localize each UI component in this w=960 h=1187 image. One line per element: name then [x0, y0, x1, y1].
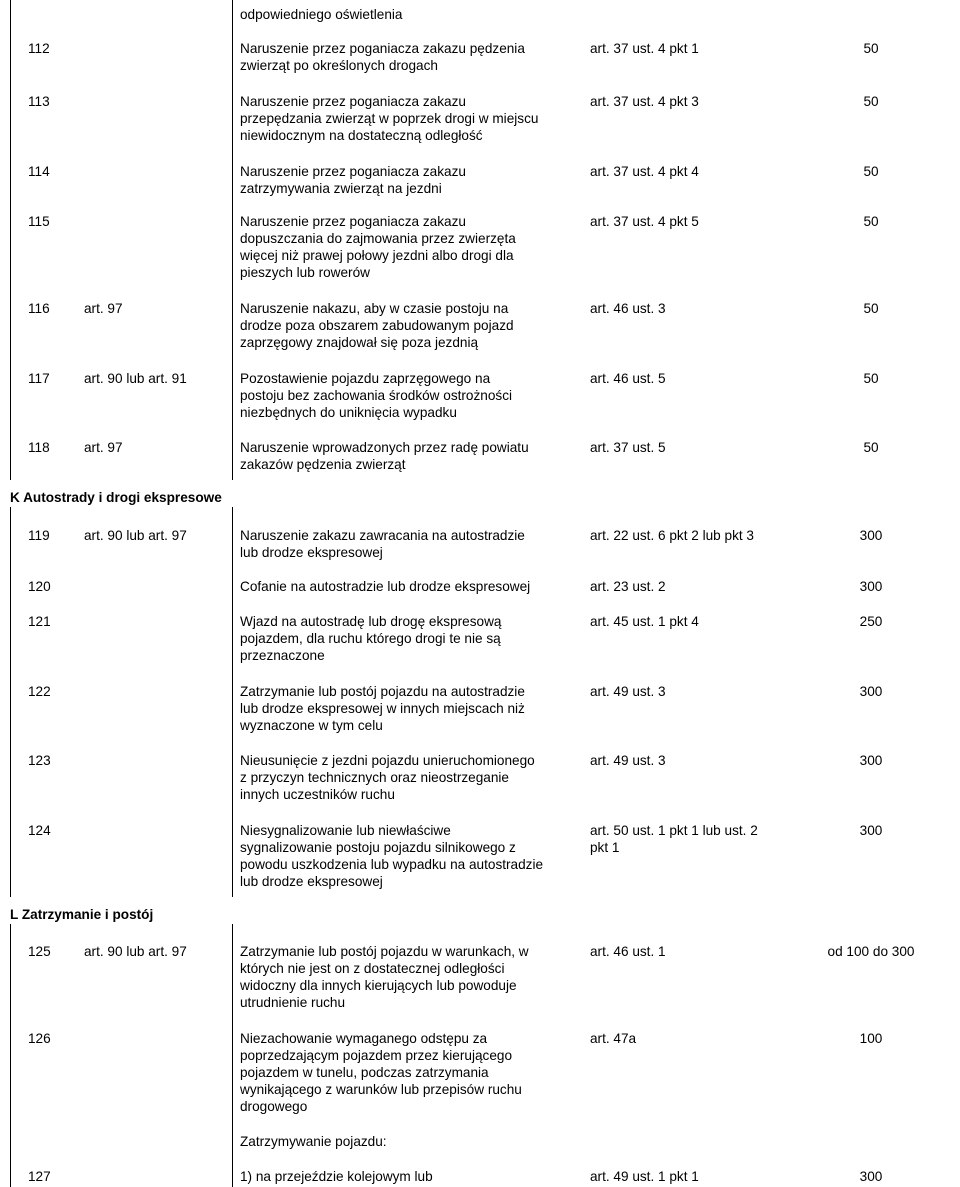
fine-amount: 50 — [863, 301, 879, 316]
article-line: art. 37 ust. 4 pkt 4 — [590, 164, 699, 179]
article-line: art. 46 ust. 5 — [590, 371, 666, 386]
article-line: art. 37 ust. 4 pkt 3 — [590, 94, 699, 109]
section-heading: K Autostrady i drogi ekspresowe — [10, 490, 222, 505]
article-reference — [590, 370, 666, 387]
description-line: Wjazd na autostradę lub drogę ekspresową — [240, 614, 502, 629]
description-line: Naruszenie przez poganiacza zakazu — [240, 94, 466, 109]
description-line: Niesygnalizowanie lub niewłaściwe — [240, 823, 451, 838]
table-left-border — [10, 924, 11, 1187]
fine-amount: 50 — [863, 440, 879, 455]
offence-description — [240, 93, 538, 144]
offence-description — [240, 213, 516, 281]
description-line: wyznaczone w tym celu — [240, 718, 383, 733]
fine-amount: 250 — [859, 614, 883, 629]
description-line: lub drodze ekspresowej — [240, 874, 383, 889]
article-reference — [590, 527, 754, 544]
article-line: art. 37 ust. 4 pkt 5 — [590, 214, 699, 229]
description-line: Naruszenie wprowadzonych przez radę powiatu — [240, 440, 529, 455]
kodeks-reference: art. 90 lub art. 97 — [84, 944, 187, 959]
article-reference — [590, 822, 758, 856]
table-left-border — [10, 507, 11, 897]
description-line: Zatrzymanie lub postój pojazdu w warunkach, w — [240, 944, 529, 959]
description-line: Naruszenie nakazu, aby w czasie postoju na — [240, 301, 509, 316]
article-line: art. 47a — [590, 1031, 637, 1046]
row-number: 123 — [28, 753, 51, 768]
offence-description — [240, 613, 501, 664]
row-number: 127 — [28, 1169, 51, 1184]
row-number: 125 — [28, 944, 51, 959]
kodeks-reference: art. 90 lub art. 97 — [84, 528, 187, 543]
description-line: Naruszenie przez poganiacza zakazu — [240, 214, 466, 229]
fine-amount: 300 — [859, 579, 883, 594]
fine-amount: 300 — [859, 684, 883, 699]
description-line: dopuszczania do zajmowania przez zwierzęta — [240, 231, 516, 246]
description-line: widoczny dla innych kierujących lub powoduje — [240, 978, 517, 993]
article-line: art. 22 ust. 6 pkt 2 lub pkt 3 — [590, 528, 754, 543]
description-line: powodu uszkodzenia lub wypadku na autostradzie — [240, 857, 544, 872]
offence-description — [240, 683, 525, 734]
row-number: 117 — [28, 371, 50, 386]
article-line: art. 49 ust. 3 — [590, 684, 666, 699]
row-number: 119 — [28, 528, 50, 543]
row-number: 120 — [28, 579, 51, 594]
kodeks-reference: art. 97 — [84, 301, 123, 316]
table-column-border — [232, 507, 233, 897]
row-number: 115 — [28, 214, 50, 229]
description-line: sygnalizowanie postoju pojazdu silnikowego z — [240, 840, 516, 855]
offence-description — [240, 370, 512, 421]
description-line: Naruszenie przez poganiacza zakazu — [240, 164, 466, 179]
row-number: 116 — [28, 301, 50, 316]
description-line: lub drodze ekspresowej — [240, 545, 383, 560]
description-line: innych uczestników ruchu — [240, 787, 395, 802]
article-line: art. 23 ust. 2 — [590, 579, 666, 594]
fine-amount: 300 — [859, 528, 883, 543]
fine-amount: 300 — [859, 823, 883, 838]
description-line: Nieusunięcie z jezdni pojazdu unieruchomionego — [240, 753, 535, 768]
description-line: Cofanie na autostradzie lub drodze ekspresowej — [240, 579, 531, 594]
article-reference — [590, 40, 699, 57]
offence-description — [240, 439, 529, 473]
offence-description — [240, 300, 514, 351]
offence-description — [240, 6, 403, 23]
article-reference — [590, 300, 666, 317]
description-line: odpowiedniego oświetlenia — [240, 7, 403, 22]
fine-amount: 50 — [863, 164, 879, 179]
description-line: Zatrzymanie lub postój pojazdu na autostradzie — [240, 684, 525, 699]
article-line: art. 37 ust. 5 — [590, 440, 666, 455]
fine-amount: 300 — [859, 753, 883, 768]
description-line: przepędzania zwierząt w poprzek drogi w miejscu — [240, 111, 539, 126]
offence-description — [240, 40, 525, 74]
row-number: 124 — [28, 823, 51, 838]
row-number: 122 — [28, 684, 51, 699]
article-reference — [590, 439, 666, 456]
article-line: art. 46 ust. 3 — [590, 301, 666, 316]
fine-amount: 50 — [863, 214, 879, 229]
row-number: 114 — [28, 164, 50, 179]
offence-description — [240, 943, 529, 1011]
description-line: zakazów pędzenia zwierząt — [240, 457, 406, 472]
article-reference — [590, 613, 699, 630]
article-reference — [590, 1168, 699, 1185]
row-number: 118 — [28, 440, 50, 455]
description-line: postoju bez zachowania środków ostrożności — [240, 388, 513, 403]
article-line: art. 37 ust. 4 pkt 1 — [590, 41, 699, 56]
article-line: art. 50 ust. 1 pkt 1 lub ust. 2 — [590, 823, 758, 838]
description-line: z przyczyn technicznych oraz nieostrzeganie — [240, 770, 509, 785]
description-line: drogowego — [240, 1099, 308, 1114]
description-line: przeznaczone — [240, 648, 325, 663]
row-number: 113 — [28, 94, 50, 109]
offence-description — [240, 822, 543, 890]
section-heading: L Zatrzymanie i postój — [10, 907, 154, 922]
article-line: art. 46 ust. 1 — [590, 944, 666, 959]
description-line: Pozostawienie pojazdu zaprzęgowego na — [240, 371, 491, 386]
description-line: których nie jest on z dostatecznej odległości — [240, 961, 505, 976]
description-line: zatrzymywania zwierząt na jezdni — [240, 181, 442, 196]
description-line: poprzedzającym pojazdem przez kierującego — [240, 1048, 513, 1063]
fine-amount: 50 — [863, 41, 879, 56]
fine-amount: 300 — [859, 1169, 883, 1184]
description-line: 1) na przejeździe kolejowym lub — [240, 1169, 433, 1184]
table-column-border — [232, 924, 233, 1187]
article-line: art. 49 ust. 1 pkt 1 — [590, 1169, 699, 1184]
description-line: lub drodze ekspresowej w innych miejscach niż — [240, 701, 525, 716]
fine-amount: 50 — [863, 94, 879, 109]
article-reference — [590, 943, 666, 960]
row-number: 121 — [28, 614, 51, 629]
article-reference — [590, 163, 699, 180]
article-line: art. 45 ust. 1 pkt 4 — [590, 614, 699, 629]
kodeks-reference: art. 97 — [84, 440, 123, 455]
description-line: pojazdem, dla ruchu którego drogi te nie są — [240, 631, 501, 646]
article-reference — [590, 578, 666, 595]
article-reference — [590, 1030, 636, 1047]
fine-amount: 100 — [859, 1031, 883, 1046]
article-reference — [590, 213, 699, 230]
offence-description — [240, 578, 530, 595]
kodeks-reference: art. 90 lub art. 91 — [84, 371, 187, 386]
table-left-border — [10, 0, 11, 480]
description-line: więcej niż prawej połowy jezdni albo drogi dla — [240, 248, 514, 263]
offence-description — [240, 1168, 433, 1185]
article-reference — [590, 93, 699, 110]
article-reference — [590, 683, 666, 700]
description-line: Naruszenie przez poganiacza zakazu pędzenia — [240, 41, 525, 56]
row-number: 126 — [28, 1031, 51, 1046]
description-line: wynikającego z warunków lub przepisów ruchu — [240, 1082, 522, 1097]
description-line: drodze poza obszarem zabudowanym pojazd — [240, 318, 514, 333]
offence-description — [240, 752, 535, 803]
offence-description — [240, 163, 466, 197]
description-line: niezbędnych do uniknięcia wypadku — [240, 405, 457, 420]
row-number: 112 — [28, 41, 50, 56]
description-line: zwierząt po określonych drogach — [240, 58, 438, 73]
offence-description — [240, 1133, 387, 1150]
offence-description — [240, 527, 525, 561]
fine-amount: 50 — [863, 371, 879, 386]
description-line: niewidocznym na dostateczną odległość — [240, 128, 483, 143]
description-line: Niezachowanie wymaganego odstępu za — [240, 1031, 488, 1046]
description-line: pieszych lub rowerów — [240, 265, 370, 280]
description-line: Naruszenie zakazu zawracania na autostradzie — [240, 528, 525, 543]
description-line: zaprzęgowy znajdował się poza jezdnią — [240, 335, 479, 350]
table-column-border — [232, 0, 233, 480]
article-reference — [590, 752, 666, 769]
fine-amount: od 100 do 300 — [827, 944, 915, 959]
offence-description — [240, 1030, 522, 1115]
article-line: pkt 1 — [590, 840, 620, 855]
article-line: art. 49 ust. 3 — [590, 753, 666, 768]
description-line: utrudnienie ruchu — [240, 995, 346, 1010]
description-line: pojazdem w tunelu, podczas zatrzymania — [240, 1065, 489, 1080]
description-line: Zatrzymywanie pojazdu: — [240, 1134, 387, 1149]
